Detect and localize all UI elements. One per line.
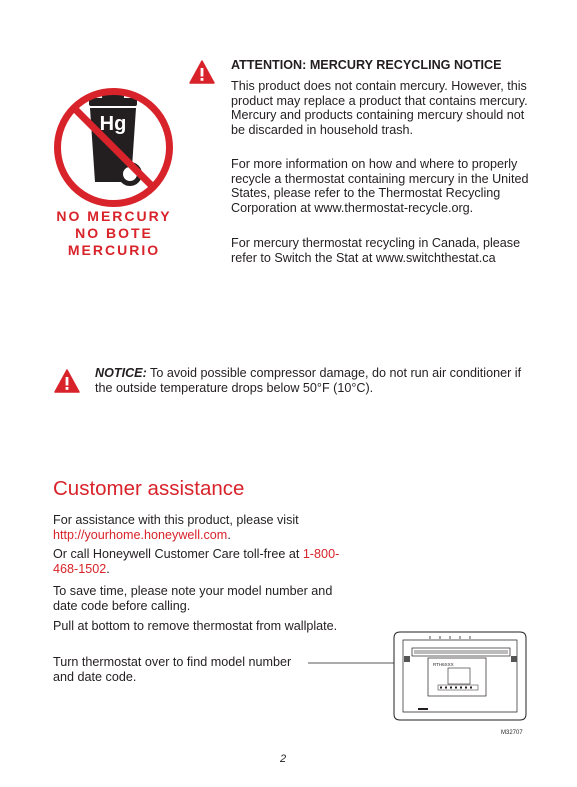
attention-paragraph: For mercury thermostat recycling in Canada, please refer to Switch the Stat at www.switchthestat.ca [231,236,521,265]
hg-symbol: Hg [99,113,127,135]
assistance-paragraph [53,547,353,576]
website-link[interactable]: http://yourhome.honeywell.com [53,527,228,542]
assistance-paragraph [53,513,353,542]
attention-paragraph: For more information on how and where to properly recycle a thermostat containing mercury in the United States, please refer to the Thermostat Recycling Corporation at www.thermostat-recycle.org. [231,157,529,215]
page-number: 2 [280,753,287,765]
phone-link[interactable]: 1-800-468-1502 [53,547,340,576]
assistance-paragraph: Pull at bottom to remove thermostat from wallplate. [53,619,338,633]
thermostat-back-illustration [308,626,533,742]
assistance-text: For assistance with this product, please visit [53,513,299,527]
no-mercury-logo [52,86,175,209]
notice-body: To avoid possible compressor damage, do not run air conditioner if the outside temperature drops below 50°F (10°C). [95,366,522,395]
notice-text [95,366,535,395]
assistance-text: . [227,527,231,542]
caption-line: NO BOTE [75,225,153,241]
customer-assistance-heading: Customer assistance [53,477,245,500]
assistance-paragraph: To save time, please note your model number and date code before calling. [53,584,333,613]
assistance-text: . [106,561,110,576]
warning-triangle-icon [189,60,215,84]
attention-paragraph: This product does not contain mercury. However, this product may replace a product that contains mercury. Mercury and products containing mercury should not be discarded in household trash. [231,79,528,137]
model-label: RTH6XXX [433,662,454,667]
attention-title: ATTENTION: MERCURY RECYCLING NOTICE [231,58,502,72]
assistance-paragraph: Turn thermostat over to find model number and date code. [53,655,292,684]
no-mercury-caption [44,208,184,259]
warning-triangle-icon [54,369,80,393]
assistance-text: Or call Honeywell Customer Care toll-free at [53,547,303,561]
caption-line: MERCURIO [67,242,161,258]
caption-line: NO MERCURY [56,208,172,224]
figure-code: M32707 [501,730,523,736]
notice-label: NOTICE: [95,366,147,380]
